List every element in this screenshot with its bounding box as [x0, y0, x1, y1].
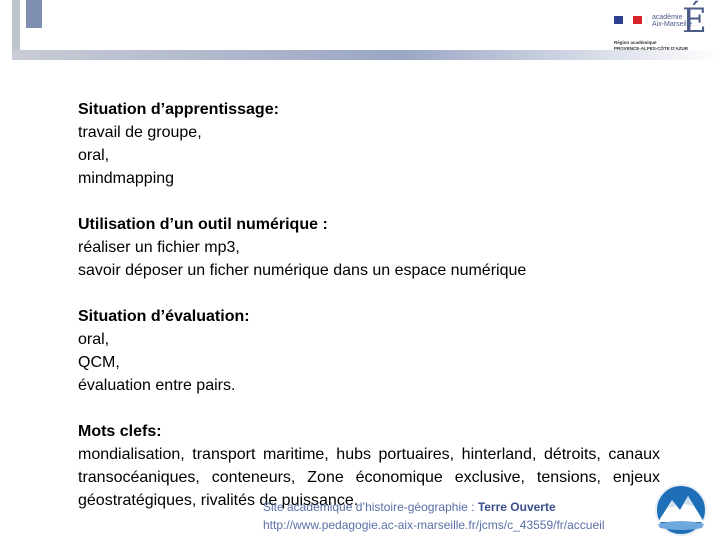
block-line: travail de groupe, — [78, 124, 202, 141]
decorative-bar-vertical-dark — [26, 0, 42, 28]
block-heading: Situation d’apprentissage: — [78, 101, 279, 118]
block-line: QCM, — [78, 354, 120, 371]
block-evaluation — [78, 305, 660, 397]
block-apprentissage — [78, 98, 660, 190]
logo-academie-text: académie Aix-Marseille — [652, 14, 693, 28]
block-line: évaluation entre pairs. — [78, 377, 236, 394]
block-line: savoir déposer un ficher numérique dans un espace numérique — [78, 262, 527, 279]
terre-ouverte-logo-icon — [652, 484, 710, 536]
block-line: oral, — [78, 147, 110, 164]
block-outil-numerique — [78, 213, 660, 282]
block-line: oral, — [78, 331, 110, 348]
footer — [263, 498, 604, 534]
academie-logo — [612, 1, 712, 52]
block-line: réaliser un fichier mp3, — [78, 239, 240, 256]
french-flag-icon — [614, 16, 642, 24]
logo-region-line1: Région académique — [614, 40, 657, 45]
footer-url[interactable]: http://www.pedagogie.ac-aix-marseille.fr/jcms/c_43559/fr/accueil — [263, 518, 605, 532]
logo-letter: É — [682, 1, 707, 41]
keywords-paragraph: mondialisation, transport maritime, hubs portuaires, hinterland, détroits, canaux transocéaniques, conteneurs, Zone économique exclusive, tensions, enjeux géostratégiques, rivalités de puissance. — [78, 446, 660, 509]
block-heading: Utilisation d’un outil numérique : — [78, 216, 328, 233]
block-heading: Mots clefs: — [78, 423, 162, 440]
block-heading: Situation d’évaluation: — [78, 308, 250, 325]
footer-site-name[interactable]: Terre Ouverte — [477, 500, 556, 514]
footer-site-line — [263, 498, 604, 516]
decorative-bar-vertical — [12, 0, 20, 50]
slide-content — [78, 98, 660, 535]
block-line: mindmapping — [78, 170, 175, 187]
logo-region-line2: PROVENCE-ALPES-CÔTE D’AZUR — [614, 46, 689, 51]
footer-site-prefix: Site académique d’histoire-géographie : — [263, 500, 478, 514]
